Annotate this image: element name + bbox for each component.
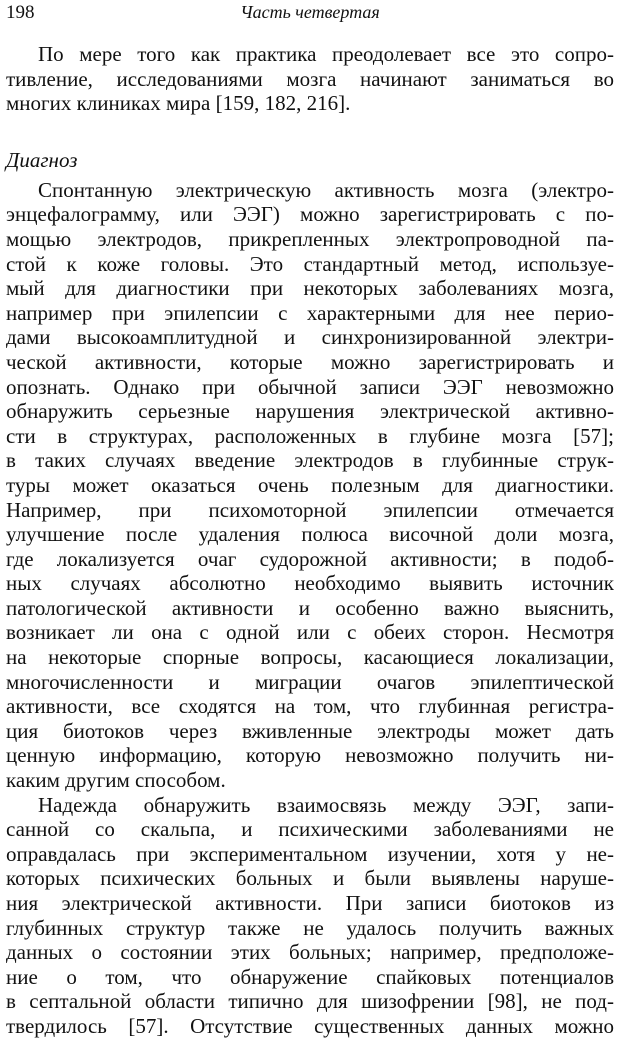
text-line: ция биотоков через вживленные электроды может дать xyxy=(6,718,614,743)
text-line: обнаружить серьезные нарушения электрической активно- xyxy=(6,399,614,424)
text-line: оправдалась при экспериментальном изучении, хотя у не- xyxy=(6,841,614,866)
text-line: каким другим способом. xyxy=(6,768,226,793)
text-line: Спонтанную электрическую активность мозга (электро- xyxy=(38,177,614,202)
page-number: 198 xyxy=(6,2,35,23)
text-line: сти в структурах, расположенных в глубине мозга [57]; xyxy=(6,423,614,448)
text-line: в септальной области типично для шизофрении [98], не под- xyxy=(6,989,614,1014)
text-line: ных случаях абсолютно необходимо выявить источник xyxy=(6,571,614,596)
text-line: Например, при психомоторной эпилепсии отмечается xyxy=(6,497,614,522)
paragraph-2 xyxy=(6,178,614,793)
text-line: ценную информацию, которую невозможно получить ни- xyxy=(6,743,614,768)
text-line: в таких случаях введение электродов в глубинные струк- xyxy=(6,448,614,473)
text-line: где локализуется очаг судорожной активности; в подоб- xyxy=(6,546,614,571)
running-head: Часть четвертая xyxy=(240,2,380,22)
text-line: твердилось [57]. Отсутствие существенных данных можно xyxy=(6,1013,614,1038)
text-line: стой к коже головы. Это стандартный метод, используе- xyxy=(6,251,614,276)
paragraph-3 xyxy=(6,793,614,1039)
text-line: улучшение после удаления полюса височной доли мозга, xyxy=(6,522,614,547)
text-line: которых психических больных и были выявлены наруше- xyxy=(6,866,614,891)
text-line: многочисленности и миграции очагов эпилептической xyxy=(6,669,614,694)
text-line: санной со скальпа, и психическими заболеваниями не xyxy=(6,817,614,842)
text-line: туры может оказаться очень полезным для диагностики. xyxy=(6,472,614,497)
text-line: тивление, исследованиями мозга начинают заниматься во xyxy=(6,66,614,91)
text-line: дами высокоамплитудной и синхронизированной электри- xyxy=(6,325,614,350)
text-line: возникает ли она с одной или с обеих сторон. Несмотря xyxy=(6,620,614,645)
text-line: ческой активности, которые можно зарегистрировать и xyxy=(6,349,614,374)
body-text xyxy=(6,42,614,1039)
text-line: ние о том, что обнаружение спайковых потенциалов xyxy=(6,964,614,989)
text-line: По мере того как практика преодолевает все это сопро- xyxy=(38,42,614,66)
text-line: активности, все сходятся на том, что глубинная регистра- xyxy=(6,694,614,719)
page-header xyxy=(0,2,620,26)
text-line: мый для диагностики при некоторых заболеваниях мозга, xyxy=(6,276,614,301)
text-line: патологической активности и особенно важно выяснить, xyxy=(6,595,614,620)
text-line: многих клиниках мира [159, 182, 216]. xyxy=(6,91,351,116)
text-line: например при эпилепсии с характерными для нее перио- xyxy=(6,300,614,325)
text-line: на некоторые спорные вопросы, касающиеся локализации, xyxy=(6,645,614,670)
text-line: глубинных структур также не удалось получить важных xyxy=(6,915,614,940)
text-line: энцефалограмму, или ЭЭГ) можно зарегистрировать с по- xyxy=(6,202,614,227)
text-line: данных о состоянии этих больных; например, предположе- xyxy=(6,940,614,965)
paragraph-1 xyxy=(6,42,614,116)
text-line: мощью электродов, прикрепленных электропроводной па- xyxy=(6,226,614,251)
text-line: ния электрической активности. При записи биотоков из xyxy=(6,891,614,915)
text-line: Надежда обнаружить взаимосвязь между ЭЭГ, запи- xyxy=(38,792,614,817)
text-line: опознать. Однако при обычной записи ЭЭГ невозможно xyxy=(6,374,614,399)
section-heading: Диагноз xyxy=(6,147,78,172)
